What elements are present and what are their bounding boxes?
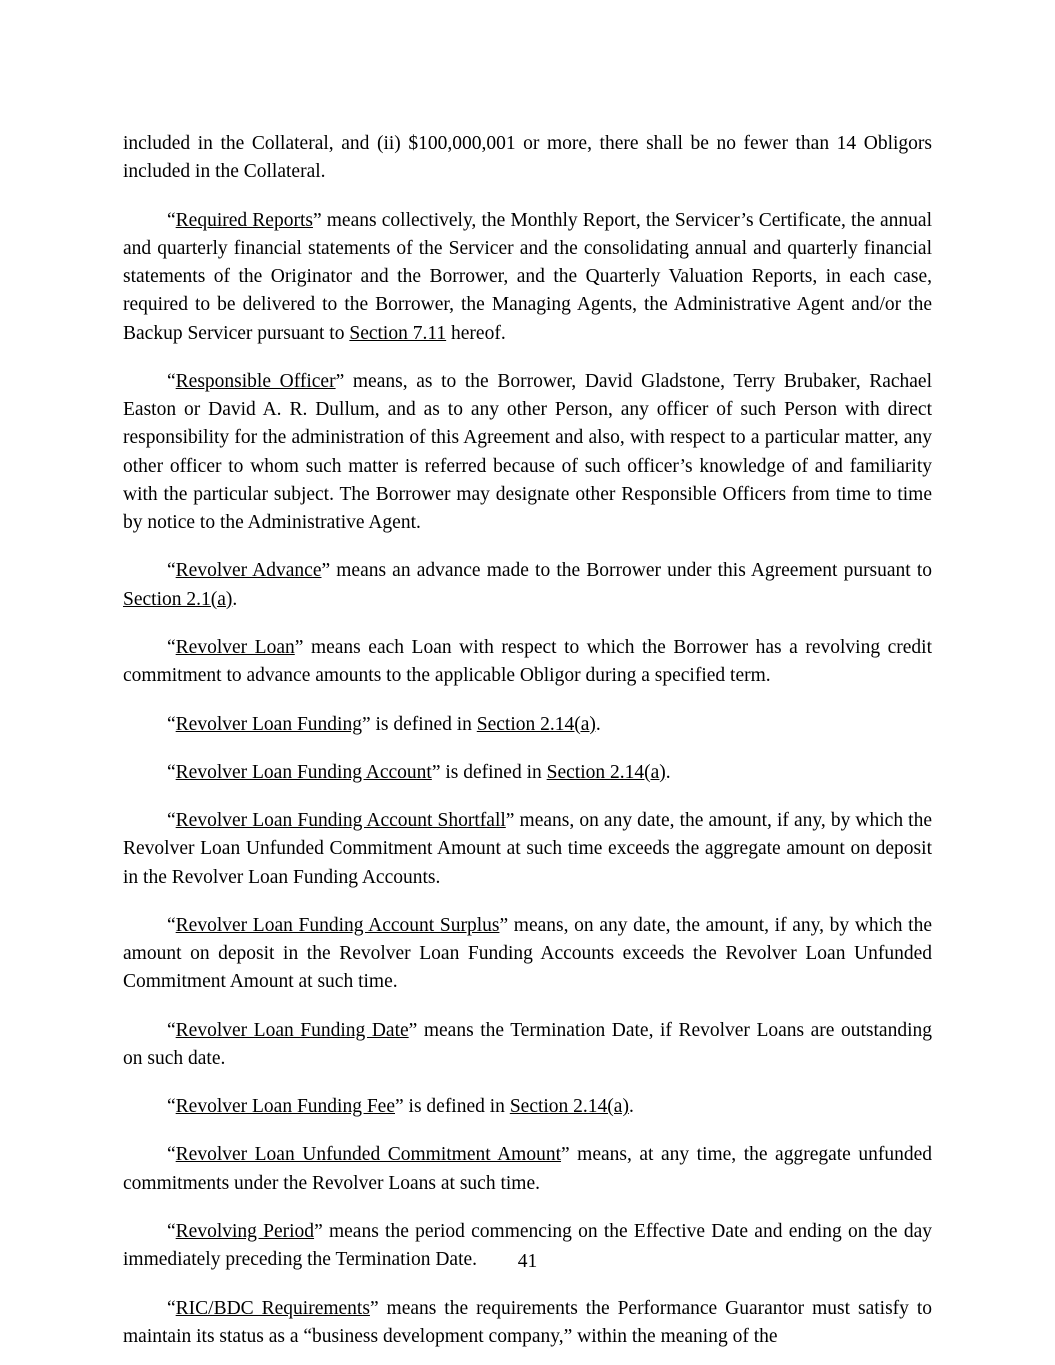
text-run: ” means an advance made to the Borrower under this Agreement pursuant to [321, 560, 933, 582]
text-run: ” means collectively, the Monthly Report, the Servicer’s Certificate, the annual and quarterly financial statements of the Servicer and the consolidating annual and quarterly financial statements of the Originator and the Borrower, and the Quarterly Valuation Reports, in each case, required to be delivered to the Borrower, the Managing Agents, the Administrative Agent and/or the Backup Servicer pursuant to [123, 209, 932, 344]
defined-term: Section 7.11 [349, 322, 447, 344]
defined-term: Section 2.1(a) [123, 588, 233, 610]
text-run: “ [167, 761, 176, 783]
defined-term: RIC/BDC Requirements [175, 1297, 370, 1319]
paragraph [123, 207, 932, 348]
defined-term: Revolver Loan Funding Fee [175, 1096, 395, 1118]
page-number: 41 [517, 1251, 538, 1272]
text-run: ” means the requirements the Performance Guarantor must satisfy to maintain its status as a “business development company,” within the meaning of the [123, 1297, 933, 1347]
paragraph [123, 759, 932, 787]
text-run: ” means, on any date, the amount, if any, by which the Revolver Loan Unfunded Commitment Amount at such time exceeds the aggregate amount on deposit in the Revolver Loan Funding Accounts. [123, 810, 932, 888]
defined-term: Required Reports [175, 209, 313, 231]
text-run: hereof. [446, 322, 506, 344]
paragraph [123, 1141, 932, 1198]
text-run: . [232, 588, 238, 610]
defined-term: Revolver Loan Funding [175, 713, 362, 735]
text-run: “ [167, 1096, 176, 1118]
text-run: ” means, as to the Borrower, David Gladstone, Terry Brubaker, Rachael Easton or David A. R. Dullum, and as to any other Person, any officer of such Person with direct responsibility for the administration of this Agreement and also, with respect to a particular matter, any other officer to whom such matter is referred because of such officer’s knowledge of and familiarity with the particular subject. The Borrower may designate other Responsible Officers from time to time by notice to the Administrative Agent. [123, 370, 932, 534]
paragraph [123, 634, 932, 691]
text-run: “ [167, 370, 176, 392]
text-run: ” is defined in [431, 761, 547, 783]
text-run: “ [167, 713, 176, 735]
paragraph [123, 807, 932, 892]
text-run: “ [167, 1144, 176, 1166]
text-run: “ [167, 560, 176, 582]
defined-term: Revolver Loan Funding Account Surplus [175, 914, 500, 936]
paragraph [123, 368, 932, 538]
defined-term: Responsible Officer [175, 370, 336, 392]
defined-term: Revolving Period [175, 1220, 315, 1242]
defined-term: Section 2.14(a) [476, 713, 596, 735]
defined-term: Section 2.14(a) [546, 761, 666, 783]
paragraph [123, 130, 932, 187]
text-run: ” means the Termination Date, if Revolver Loans are outstanding on such date. [123, 1019, 932, 1069]
paragraph [123, 1093, 932, 1121]
defined-term: Revolver Loan Funding Account Shortfall [175, 810, 506, 832]
paragraph [123, 1295, 932, 1352]
text-run: “ [167, 1019, 176, 1041]
text-run: . [595, 713, 601, 735]
defined-term: Revolver Loan Unfunded Commitment Amount [175, 1144, 562, 1166]
text-run: “ [167, 1220, 176, 1242]
text-run: “ [167, 810, 176, 832]
paragraph [123, 1017, 932, 1074]
text-run: ” means, at any time, the aggregate unfunded commitments under the Revolver Loans at such time. [123, 1144, 932, 1194]
paragraph [123, 711, 932, 739]
text-run: included in the Collateral, and (ii) $100,000,001 or more, there shall be no fewer than 14 Obligors included in the Collateral. [123, 133, 932, 183]
defined-term: Revolver Advance [175, 560, 322, 582]
text-run: ” is defined in [361, 713, 477, 735]
defined-term: Revolver Loan Funding Account [175, 761, 432, 783]
text-run: ” means each Loan with respect to which the Borrower has a revolving credit commitment to advance amounts to the applicable Obligor during a specified term. [123, 636, 933, 687]
text-run: “ [167, 209, 176, 231]
text-run: ” is defined in [395, 1096, 510, 1118]
paragraph [123, 912, 932, 997]
text-run: . [628, 1096, 634, 1118]
defined-term: Section 2.14(a) [509, 1096, 629, 1118]
text-run: “ [167, 1297, 176, 1319]
text-run: ” means, on any date, the amount, if any, by which the amount on deposit in the Revolver Loan Funding Accounts exceeds the Revolver Loan Unfunded Commitment Amount at such time. [123, 914, 932, 993]
text-run: . [665, 761, 671, 783]
paragraph [123, 557, 932, 614]
text-run: “ [167, 636, 176, 658]
defined-term: Revolver Loan [175, 636, 295, 658]
text-run: “ [167, 914, 176, 936]
defined-term: Revolver Loan Funding Date [175, 1019, 409, 1041]
text-run: ” means the period commencing on the Effective Date and ending on the day immediately preceding the Termination Date. [123, 1220, 932, 1271]
document-body [123, 130, 932, 1351]
